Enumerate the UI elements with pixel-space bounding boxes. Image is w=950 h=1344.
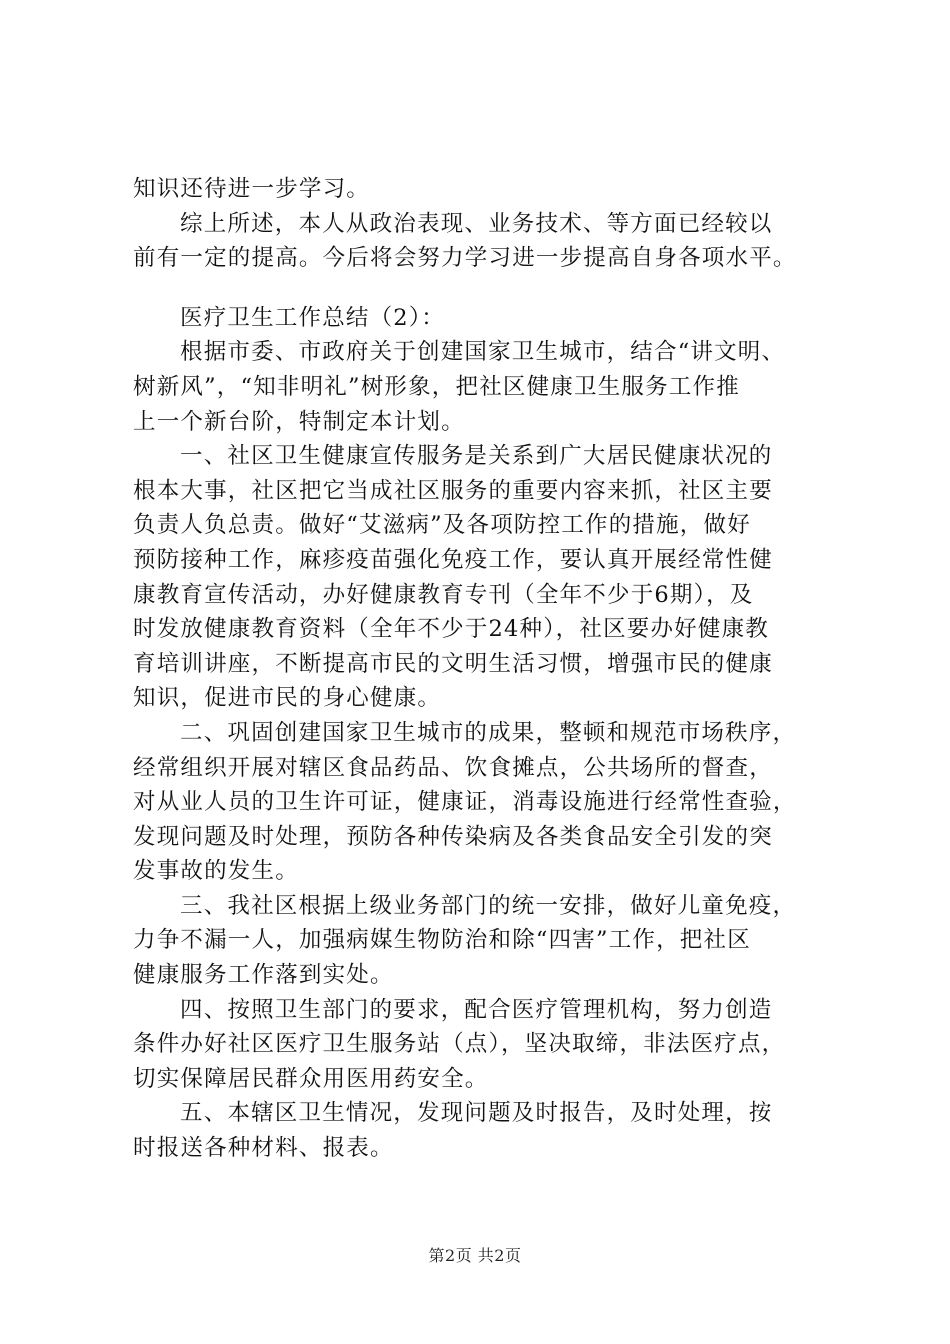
text-line: 综上所述，本人从政治表现、业务技术、等方面已经较以 (180, 210, 773, 237)
text-line: 知识，促进市民的身心健康。 (133, 685, 442, 712)
text-line: 三、我社区根据上级业务部门的统一安排，做好儿童免疫， (180, 892, 797, 919)
text-line: 切实保障居民群众用医用药安全。 (133, 1065, 489, 1092)
text-line: 预防接种工作，麻疹疫苗强化免疫工作，要认真开展经常性健 (133, 546, 773, 573)
text-line: 二、巩固创建国家卫生城市的成果，整顿和规范市场秩序， (180, 719, 797, 746)
page-number: 第2页 共2页 (428, 1246, 522, 1265)
item-5-paragraph (133, 1096, 845, 1165)
text-line: 根据市委、市政府关于创建国家卫生城市，结合“讲文明、 (180, 339, 786, 366)
text-line: 康教育宣传活动，办好健康教育专刊（全年不少于6期），及 (133, 581, 754, 608)
item-4-paragraph (133, 993, 845, 1097)
text-line: 力争不漏一人，加强病媒生物防治和除“四害”工作，把社区 (133, 927, 751, 954)
text-line: 健康服务工作落到实处。 (133, 962, 394, 989)
page-footer (0, 1243, 950, 1266)
item-2-paragraph (133, 716, 845, 889)
text-line: 五、本辖区卫生情况，发现问题及时报告，及时处理，按 (180, 1100, 773, 1127)
text-line: 发现问题及时处理，预防各种传染病及各类食品安全引发的突 (133, 823, 773, 850)
text-line: 经常组织开展对辖区食品药品、饮食摊点，公共场所的督查， (133, 754, 773, 781)
prev-section-paragraph-1 (133, 172, 845, 207)
text-line: 树新风”，“知非明礼”树形象，把社区健康卫生服务工作推 (133, 373, 740, 400)
intro-paragraph (133, 335, 845, 439)
item-1-paragraph (133, 439, 845, 716)
text-line: 负责人负总责。做好“艾滋病”及各项防控工作的措施，做好 (133, 512, 751, 539)
item-3-paragraph (133, 889, 845, 993)
section-heading: 医疗卫生工作总结（2）： (180, 304, 445, 331)
text-line: 一、社区卫生健康宣传服务是关系到广大居民健康状况的 (180, 443, 773, 470)
text-line: 时报送各种材料、报表。 (133, 1135, 394, 1162)
section-gap (133, 276, 845, 301)
text-line: 前有一定的提高。今后将会努力学习进一步提高自身各项水平。 (133, 245, 797, 272)
document-body (133, 172, 845, 1166)
text-line: 上一个新台阶，特制定本计划。 (133, 408, 465, 435)
text-line: 育培训讲座，不断提高市民的文明生活习惯，增强市民的健康 (133, 650, 773, 677)
prev-section-summary-paragraph (133, 207, 845, 276)
text-line: 时发放健康教育资料（全年不少于24种），社区要办好健康教 (133, 616, 769, 643)
text-line: 知识还待进一步学习。 (133, 176, 371, 202)
text-line: 根本大事，社区把它当成社区服务的重要内容来抓，社区主要 (133, 477, 773, 504)
text-line: 四、按照卫生部门的要求，配合医疗管理机构，努力创造 (180, 996, 773, 1023)
text-line: 发事故的发生。 (133, 858, 299, 885)
text-line: 条件办好社区医疗卫生服务站（点），坚决取缔，非法医疗点， (133, 1031, 786, 1058)
text-line: 对从业人员的卫生许可证，健康证，消毒设施进行经常性查验， (133, 789, 797, 816)
